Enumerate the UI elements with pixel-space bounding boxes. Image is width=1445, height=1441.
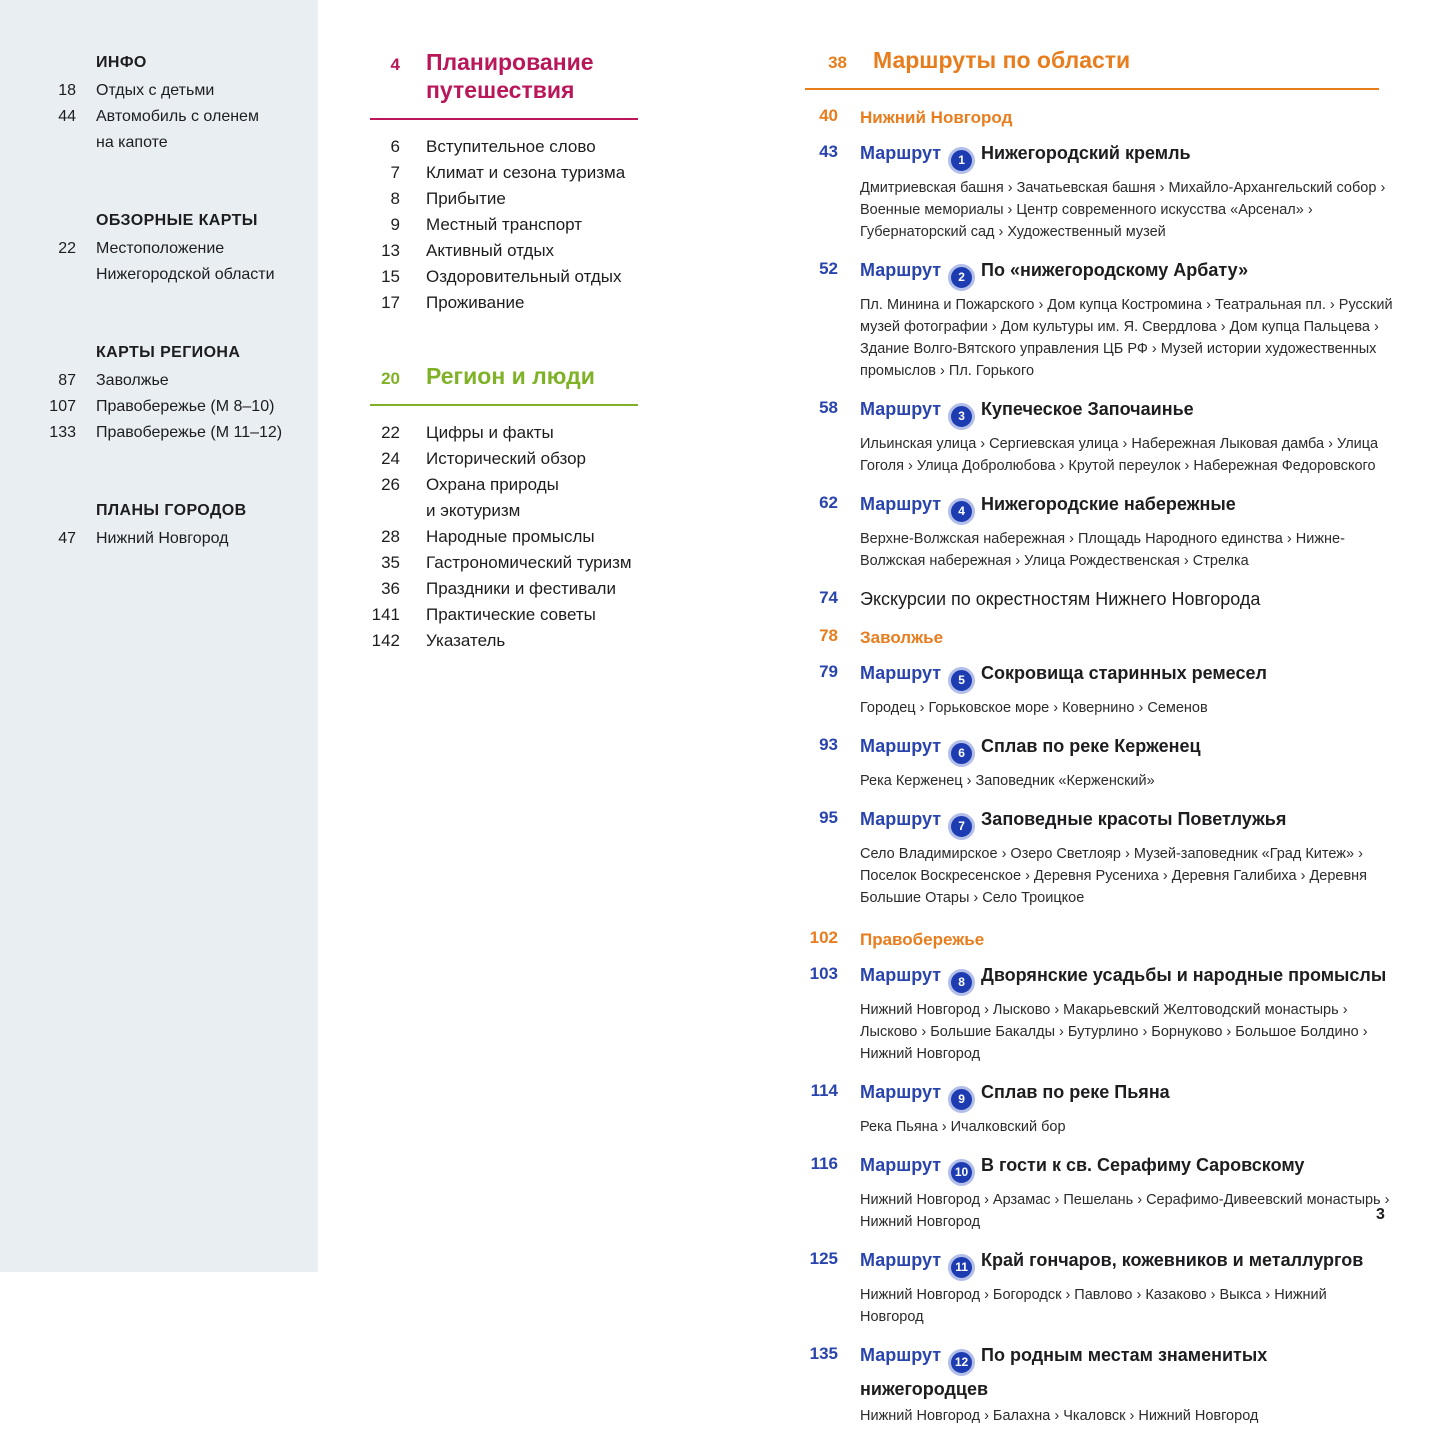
area-subheading xyxy=(805,104,1393,130)
entry-label: Прибытие xyxy=(426,189,506,208)
chapter-planning xyxy=(358,48,660,316)
entry-label: Автомобиль с оленем xyxy=(96,108,259,125)
entry-label: Цифры и факты xyxy=(426,423,554,442)
chapter-page-number: 38 xyxy=(828,53,847,72)
sidebar-section-region-maps xyxy=(0,340,318,446)
page-number: 9 xyxy=(390,215,400,234)
page-number: 87 xyxy=(58,372,76,389)
page-number: 35 xyxy=(381,553,400,572)
route-number-badge: 3 xyxy=(948,403,975,430)
entry-label: Гастрономический туризм xyxy=(426,553,632,572)
chapter-rule xyxy=(805,88,1379,90)
toc-entry xyxy=(358,186,660,212)
sidebar-section-city-plans xyxy=(0,498,318,552)
route-stops: Нижний Новгород › Арзамас › Пешелань › Серафимо-Дивеевский монастырь › Нижний Новгород xyxy=(860,1192,1390,1230)
area-subheading xyxy=(805,926,1393,952)
page-number: 103 xyxy=(809,964,838,983)
page-number: 36 xyxy=(381,579,400,598)
route-number-badge: 5 xyxy=(948,667,975,694)
toc-entry xyxy=(0,526,318,552)
route-stops: Село Владимирское › Озеро Светлояр › Музей-заповедник «Град Китеж» › Поселок Воскресенское › Деревня Русениха › Деревня Галибиха › Деревня Большие Отары › Село Троицкое xyxy=(860,846,1368,906)
toc-entry xyxy=(0,420,318,446)
page-number: 40 xyxy=(819,106,838,125)
route-title: По родным местам знаменитых нижегородцев xyxy=(860,1345,1268,1399)
toc-entry xyxy=(0,394,318,420)
area-title: Заволжье xyxy=(860,628,944,647)
route-stops: Городец › Горьковское море › Ковернино › Семенов xyxy=(860,700,1208,716)
route-title: Сплав по реке Пьяна xyxy=(981,1082,1170,1102)
route-entry xyxy=(805,1247,1393,1333)
page-number: 141 xyxy=(371,605,400,624)
toc-entry xyxy=(358,238,660,264)
route-stops: Река Керженец › Заповедник «Керженский» xyxy=(860,773,1155,789)
entry-label: Охрана природы xyxy=(426,475,559,494)
route-number-badge: 2 xyxy=(948,264,975,291)
route-label: Маршрут xyxy=(860,1250,942,1270)
toc-entry xyxy=(358,602,660,628)
page-number: 125 xyxy=(809,1249,838,1268)
entry-label: Оздоровительный отдых xyxy=(426,267,622,286)
entry-label: Правобережье (М 11–12) xyxy=(96,424,283,441)
chapter-region xyxy=(358,362,660,654)
toc-entry xyxy=(358,160,660,186)
entry-label: Правобережье (М 8–10) xyxy=(96,398,275,415)
toc-entry xyxy=(358,290,660,316)
entry-label: Активный отдых xyxy=(426,241,555,260)
chapter-rule xyxy=(370,118,638,120)
entry-label-line2: на капоте xyxy=(96,134,168,151)
route-title: Край гончаров, кожевников и металлургов xyxy=(981,1250,1364,1270)
page-number: 24 xyxy=(381,449,400,468)
route-title: Заповедные красоты Поветлужья xyxy=(981,809,1287,829)
route-number-badge: 4 xyxy=(948,498,975,525)
entry-label: Праздники и фестивали xyxy=(426,579,616,598)
entry-label: Нижний Новгород xyxy=(96,530,229,547)
route-entry xyxy=(805,491,1393,577)
chapter-title: Регион и люди xyxy=(426,363,595,389)
page-number: 62 xyxy=(819,493,838,512)
toc-entry xyxy=(358,628,660,654)
toc-entry xyxy=(358,446,660,472)
entry-label: Проживание xyxy=(426,293,525,312)
toc-entry xyxy=(358,134,660,160)
route-stops: Верхне-Волжская набережная › Площадь Народного единства › Нижне-Волжская набережная › Улица Рождественская › Стрелка xyxy=(860,531,1345,569)
sidebar-section-overview-maps xyxy=(0,208,318,288)
route-entry xyxy=(805,257,1393,387)
route-number-badge: 9 xyxy=(948,1086,975,1113)
page-number: 107 xyxy=(49,398,76,415)
page-number: 22 xyxy=(381,423,400,442)
section-title: КАРТЫ РЕГИОНА xyxy=(96,344,241,361)
page-number: 44 xyxy=(58,108,76,125)
page-number: 18 xyxy=(58,82,76,99)
entry-label: Местоположение xyxy=(96,240,225,257)
toc-entry xyxy=(358,420,660,446)
entry-label: Заволжье xyxy=(96,372,169,389)
route-stops: Пл. Минина и Пожарского › Дом купца Костромина › Театральная пл. › Русский музей фотографии › Дом культуры им. Я. Свердлова › Дом купца Пальцева › Здание Волго-Вятского управления ЦБ РФ › Музей истории художественных промыслов › Пл. Горького xyxy=(860,297,1393,379)
route-stops: Нижний Новгород › Богородск › Павлово › Казаково › Выкса › Нижний Новгород xyxy=(860,1287,1327,1325)
entry-label-line2: Нижегородской области xyxy=(96,266,275,283)
route-label: Маршрут xyxy=(860,809,942,829)
route-number-badge: 6 xyxy=(948,740,975,767)
route-entry xyxy=(805,806,1393,914)
page-number: 7 xyxy=(390,163,400,182)
route-entry xyxy=(805,1152,1393,1238)
chapter-routes xyxy=(805,46,1393,1441)
route-label: Маршрут xyxy=(860,399,942,419)
entry-label: Отдых с детьми xyxy=(96,82,215,99)
route-title: Дворянские усадьбы и народные промыслы xyxy=(981,965,1387,985)
entry-label: Экскурсии по окрестностям Нижнего Новгорода xyxy=(860,589,1261,609)
route-label: Маршрут xyxy=(860,663,942,683)
route-title: По «нижегородскому Арбату» xyxy=(981,260,1249,280)
route-label: Маршрут xyxy=(860,736,942,756)
page-number: 26 xyxy=(381,475,400,494)
route-number-badge: 11 xyxy=(948,1254,975,1281)
sidebar xyxy=(0,0,318,1272)
toc-entry xyxy=(0,236,318,288)
page-number: 28 xyxy=(381,527,400,546)
route-entry xyxy=(805,396,1393,482)
route-title: Сокровища старинных ремесел xyxy=(981,663,1267,683)
sidebar-section-info xyxy=(0,50,318,156)
page-number: 15 xyxy=(381,267,400,286)
toc-entry xyxy=(0,368,318,394)
route-entry xyxy=(805,1079,1393,1143)
section-title: ИНФО xyxy=(96,54,147,71)
entry-label: Народные промыслы xyxy=(426,527,595,546)
middle-column xyxy=(358,48,660,654)
page-number: 135 xyxy=(809,1344,838,1363)
page-number: 114 xyxy=(810,1081,838,1100)
chapter-rule xyxy=(370,404,638,406)
route-label: Маршрут xyxy=(860,1345,942,1365)
area-title: Правобережье xyxy=(860,930,985,949)
section-title: ПЛАНЫ ГОРОДОВ xyxy=(96,502,247,519)
route-stops: Ильинская улица › Сергиевская улица › Набережная Лыковая дамба › Улица Гоголя › Улица Добролюбова › Крутой переулок › Набережная Федоровского xyxy=(860,436,1379,474)
route-title: В гости к св. Серафиму Саровскому xyxy=(981,1155,1305,1175)
entry-label: Местный транспорт xyxy=(426,215,583,234)
page-number: 116 xyxy=(810,1154,838,1173)
chapter-page-number: 20 xyxy=(381,369,400,388)
route-number-badge: 1 xyxy=(948,147,975,174)
toc-entry xyxy=(358,524,660,550)
route-label: Маршрут xyxy=(860,260,942,280)
route-stops: Дмитриевская башня › Зачатьевская башня › Михайло-Архангельский собор › Военные мемориалы › Центр современного искусства «Арсенал» › Губернаторский сад › Художественный музей xyxy=(860,180,1386,240)
page-number: 47 xyxy=(58,530,76,547)
route-label: Маршрут xyxy=(860,143,942,163)
route-number-badge: 12 xyxy=(948,1349,975,1376)
route-label: Маршрут xyxy=(860,965,942,985)
section-title: ОБЗОРНЫЕ КАРТЫ xyxy=(96,212,258,229)
route-stops: Нижний Новгород › Балахна › Чкаловск › Нижний Новгород xyxy=(860,1408,1259,1424)
route-entry xyxy=(805,140,1393,248)
entry-label: Вступительное слово xyxy=(426,137,596,156)
page-number: 13 xyxy=(381,241,400,260)
toc-entry xyxy=(358,472,660,524)
page-number: 74 xyxy=(819,588,838,607)
toc-entry xyxy=(358,264,660,290)
route-number-badge: 8 xyxy=(948,969,975,996)
page-number: 43 xyxy=(819,142,838,161)
page-number: 52 xyxy=(819,259,838,278)
route-number-badge: 10 xyxy=(948,1159,975,1186)
entry-label: Указатель xyxy=(426,631,506,650)
chapter-title: Маршруты по области xyxy=(873,47,1131,73)
page-number: 142 xyxy=(371,631,400,650)
route-entry xyxy=(805,733,1393,797)
route-entry xyxy=(805,962,1393,1070)
page-number: 6 xyxy=(390,137,400,156)
route-title: Сплав по реке Керженец xyxy=(981,736,1201,756)
page-number: 8 xyxy=(390,189,400,208)
route-title: Нижегородский кремль xyxy=(981,143,1191,163)
page-number: 93 xyxy=(819,735,838,754)
chapter-page-number: 4 xyxy=(390,55,400,74)
entry-label-line2: и экотуризм xyxy=(426,501,521,520)
toc-entry xyxy=(805,586,1393,612)
page-folio: 3 xyxy=(1376,1206,1385,1223)
route-title: Купеческое Започаинье xyxy=(981,399,1194,419)
entry-label: Климат и сезона туризма xyxy=(426,163,626,182)
page-number: 95 xyxy=(819,808,838,827)
page-number: 79 xyxy=(819,662,838,681)
toc-entry xyxy=(358,576,660,602)
route-label: Маршрут xyxy=(860,1155,942,1175)
page-number: 102 xyxy=(809,928,838,947)
route-stops: Река Пьяна › Ичалковский бор xyxy=(860,1119,1066,1135)
page-number: 22 xyxy=(58,240,76,257)
chapter-title: Планирование путешествия xyxy=(426,49,594,103)
route-title: Нижегородские набережные xyxy=(981,494,1236,514)
toc-entry xyxy=(358,212,660,238)
entry-label: Исторический обзор xyxy=(426,449,587,468)
route-stops: Нижний Новгород › Лысково › Макарьевский Желтоводский монастырь › Лысково › Большие Бакалды › Бутурлино › Борнуково › Большое Болдино › Нижний Новгород xyxy=(860,1002,1368,1062)
page-number: 78 xyxy=(819,626,838,645)
page-number: 133 xyxy=(49,424,76,441)
area-title: Нижний Новгород xyxy=(860,108,1013,127)
route-number-badge: 7 xyxy=(948,813,975,840)
entry-label: Практические советы xyxy=(426,605,596,624)
route-label: Маршрут xyxy=(860,494,942,514)
route-entry xyxy=(805,1342,1393,1432)
page-number: 58 xyxy=(819,398,838,417)
area-subheading xyxy=(805,624,1393,650)
route-entry xyxy=(805,660,1393,724)
toc-entry xyxy=(0,104,318,156)
page-number: 17 xyxy=(381,293,400,312)
route-label: Маршрут xyxy=(860,1082,942,1102)
toc-entry xyxy=(0,78,318,104)
toc-entry xyxy=(358,550,660,576)
